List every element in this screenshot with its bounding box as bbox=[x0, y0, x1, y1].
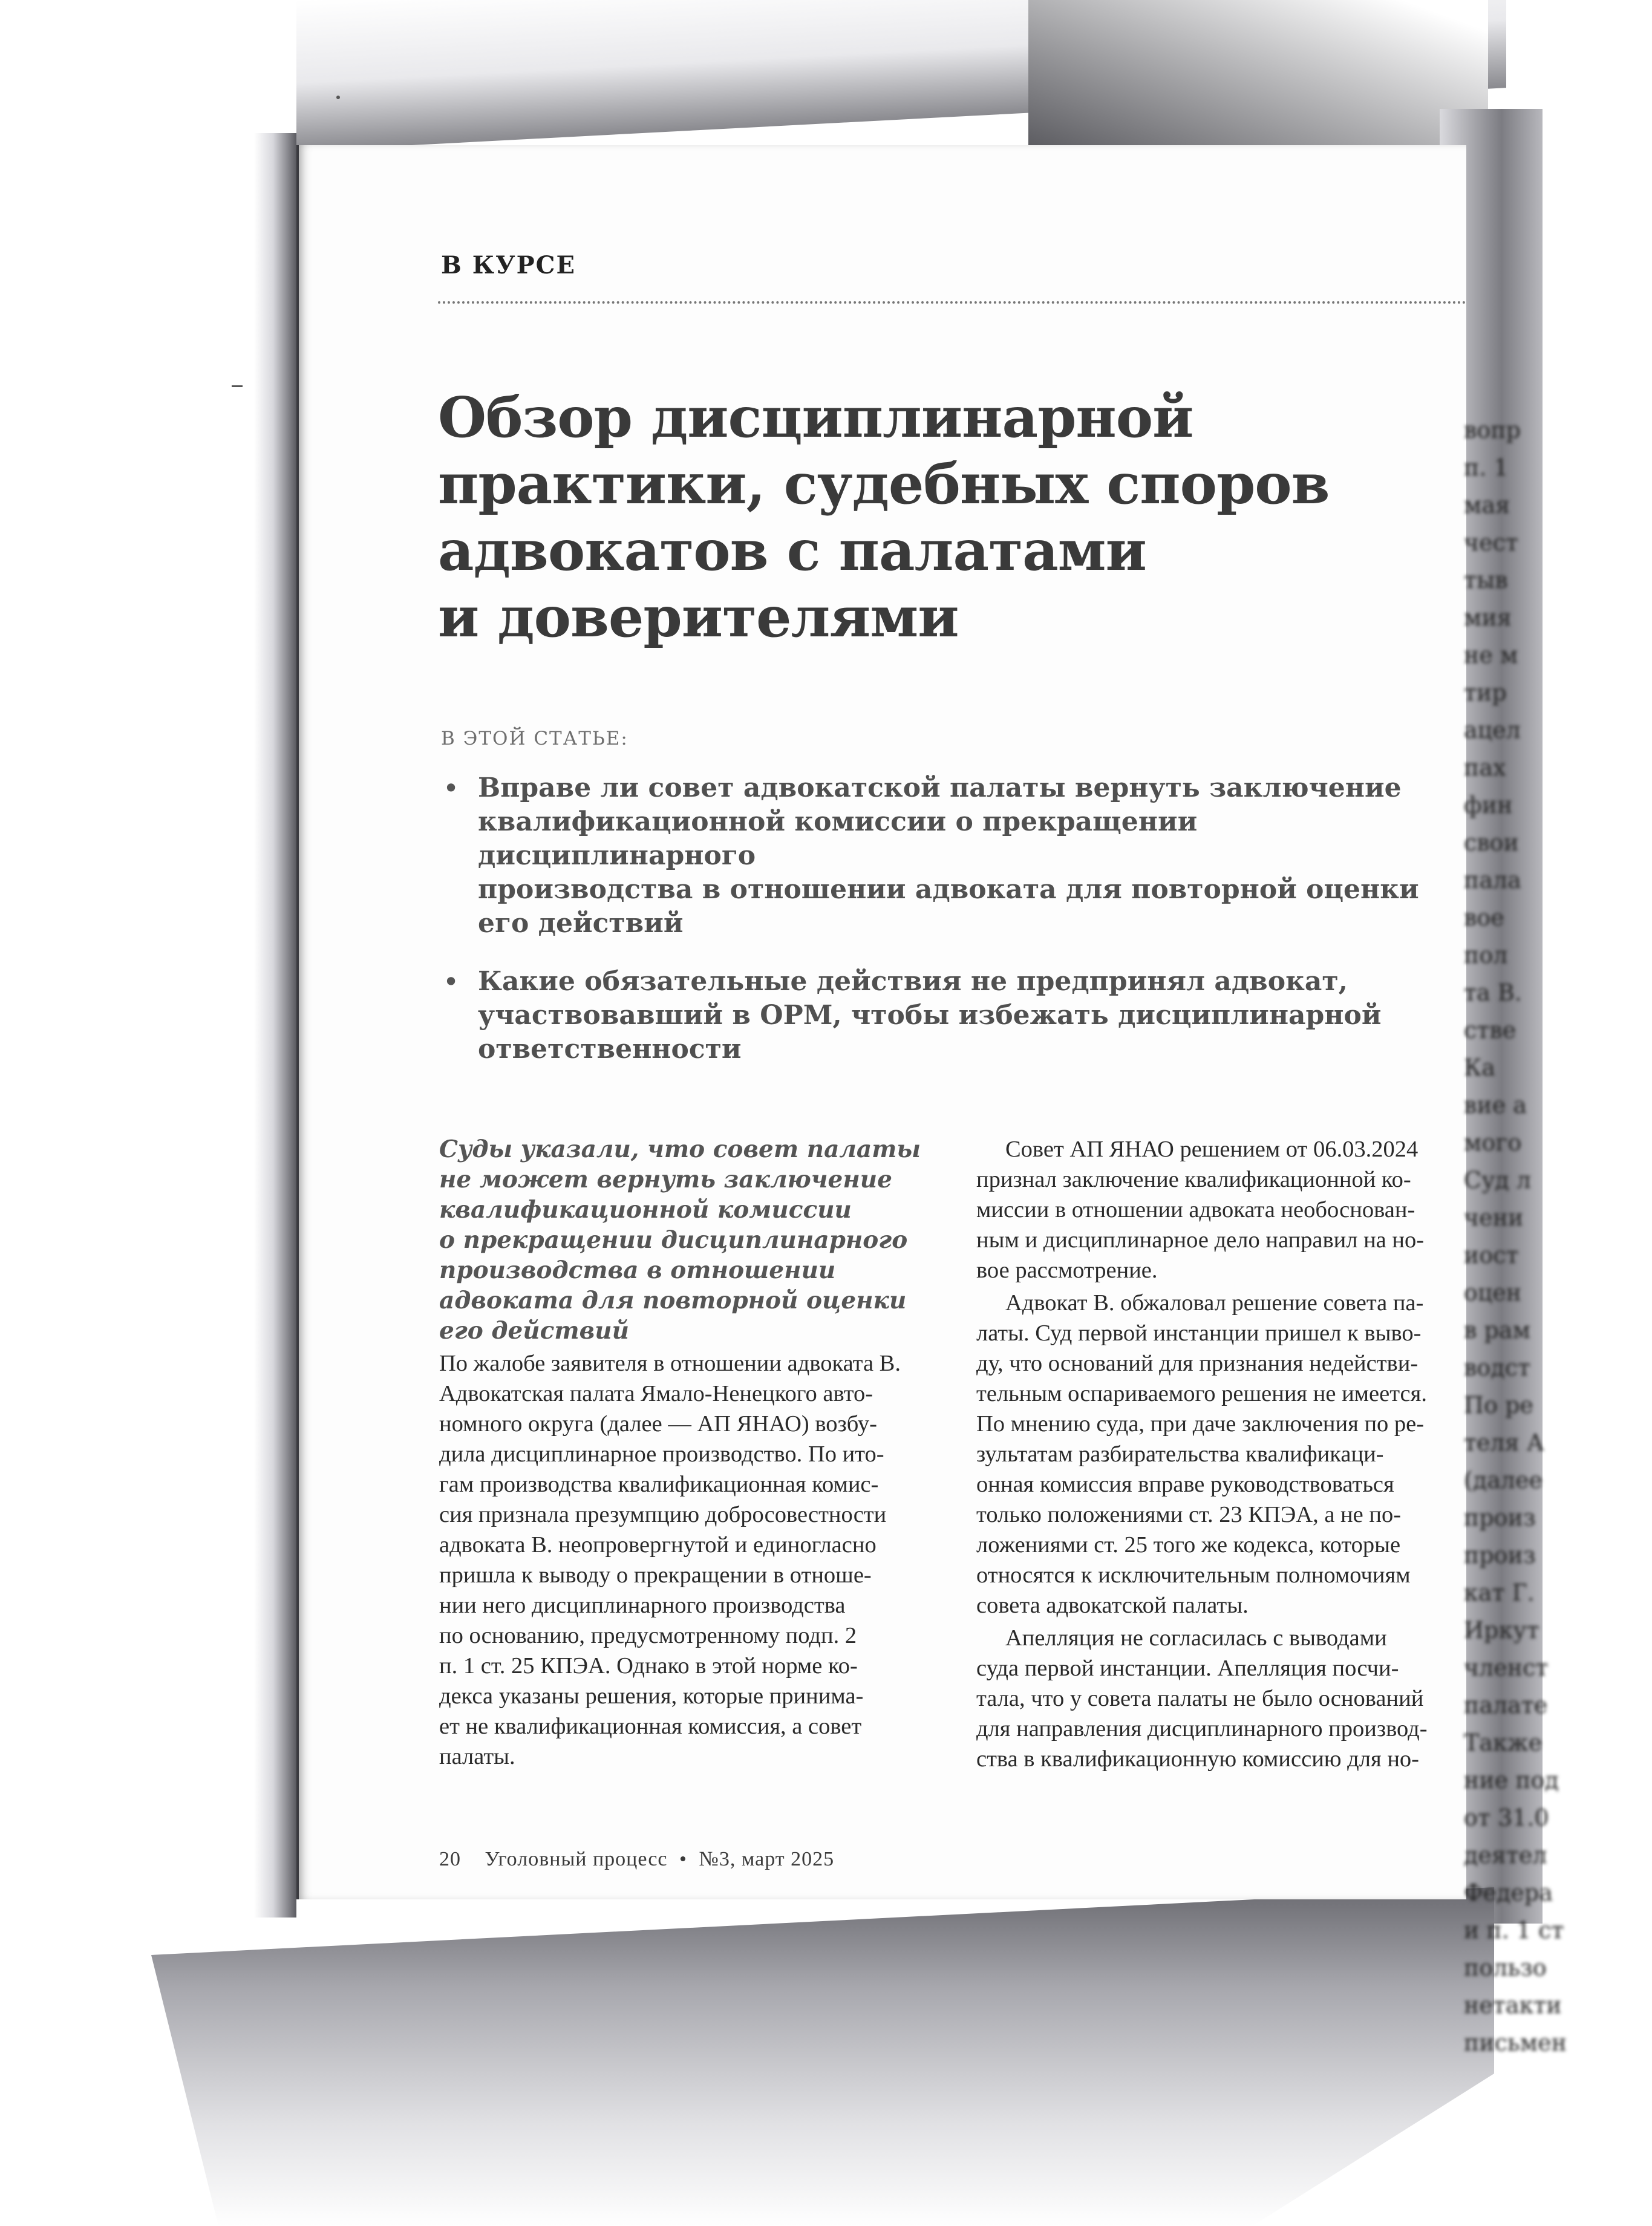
text-line: п. 1 ст. 25 КПЭА. Однако в этой норме ко- bbox=[439, 1653, 858, 1679]
adjacent-page-line: иост bbox=[1464, 1242, 1519, 1268]
subheading-line: квалификационной комиссии bbox=[439, 1196, 852, 1224]
subheading-line: Суды указали, что совет палаты bbox=[439, 1135, 921, 1163]
adjacent-page-line: теля А bbox=[1464, 1429, 1544, 1456]
adjacent-page-line: Федера bbox=[1464, 1879, 1553, 1906]
text-line: дила дисциплинарное производство. По ито- bbox=[439, 1441, 884, 1467]
section-subheading bbox=[439, 1134, 923, 1346]
title-line: и доверителями bbox=[438, 584, 959, 650]
highlight-item bbox=[438, 965, 1454, 1066]
adjacent-page-line: тыв bbox=[1464, 567, 1508, 593]
body-paragraph bbox=[439, 1348, 923, 1772]
adjacent-page-line: произ bbox=[1464, 1542, 1536, 1568]
adjacent-page-line: Суд л bbox=[1464, 1167, 1532, 1193]
subheading-line: его действий bbox=[439, 1317, 629, 1345]
body-paragraph bbox=[976, 1288, 1460, 1621]
text-line: гам производства квалификационная комис- bbox=[439, 1472, 879, 1497]
text-line: ства в квалификационную комиссию для но- bbox=[976, 1746, 1419, 1772]
text-line: номного округа (далее — АП ЯНАО) возбу- bbox=[439, 1411, 877, 1437]
bullet-marker: • bbox=[443, 965, 460, 998]
text-line: Совет АП ЯНАО решением от 06.03.2024 bbox=[1005, 1137, 1419, 1162]
adjacent-page-line: чени bbox=[1464, 1204, 1524, 1231]
highlight-text bbox=[478, 965, 1454, 1066]
adjacent-page-line: вое bbox=[1464, 904, 1504, 931]
adjacent-page-line: пол bbox=[1464, 942, 1508, 968]
adjacent-page-line: (далее bbox=[1464, 1467, 1543, 1493]
adjacent-page-line: свои bbox=[1464, 829, 1519, 856]
adjacent-page-line: п. 1 bbox=[1464, 454, 1509, 481]
text-line: только положениями ст. 23 КПЭА, а не по- bbox=[976, 1502, 1402, 1527]
subheading-line: производства в отношении bbox=[439, 1256, 836, 1284]
adjacent-page-line: нетакти bbox=[1464, 1992, 1562, 2019]
text-line: тала, что у совета палаты не было оснований bbox=[976, 1686, 1424, 1711]
text-line: Адвокат В. обжаловал решение совета па- bbox=[1005, 1290, 1424, 1316]
adjacent-page-line: членст bbox=[1464, 1654, 1549, 1681]
highlight-text bbox=[478, 771, 1454, 941]
journal-name: Уголовный процесс bbox=[485, 1848, 668, 1870]
text-line: ложениями ст. 25 того же кодекса, которые bbox=[976, 1532, 1401, 1558]
adjacent-page-line: пах bbox=[1464, 754, 1506, 781]
article-highlights bbox=[438, 771, 1454, 1091]
text-line: ным и дисциплинарное дело направил на но- bbox=[976, 1227, 1425, 1253]
adjacent-page-line: палате bbox=[1464, 1692, 1548, 1718]
highlight-line: Какие обязательные действия не предпринял адвокат, bbox=[478, 966, 1348, 997]
highlight-line: ответственности bbox=[478, 1034, 742, 1065]
scan-shadow-top-right bbox=[1028, 0, 1488, 145]
adjacent-page-line: чест bbox=[1464, 529, 1518, 556]
adjacent-page-line: в рам bbox=[1464, 1317, 1531, 1343]
text-line: суда первой инстанции. Апелляция посчи- bbox=[976, 1656, 1399, 1681]
issue-info: №3, март 2025 bbox=[699, 1848, 835, 1870]
text-line: По мнению суда, при даче заключения по ре- bbox=[976, 1411, 1425, 1437]
text-line: Апелляция не согласилась с выводами bbox=[1005, 1625, 1387, 1651]
text-line: ду, что оснований для признания недействи- bbox=[976, 1351, 1419, 1376]
text-line: зультатам разбирательства квалификаци- bbox=[976, 1441, 1384, 1467]
adjacent-page-line: вопр bbox=[1464, 417, 1521, 443]
adjacent-page-line: пала bbox=[1464, 867, 1521, 893]
scan-shadow-bottom bbox=[151, 1887, 1494, 2226]
adjacent-page-line: мая bbox=[1464, 492, 1510, 518]
page-number: 20 bbox=[439, 1848, 461, 1870]
text-line: нии него дисциплинарного производства bbox=[439, 1593, 846, 1618]
highlight-item bbox=[438, 771, 1454, 941]
text-line: ет не квалификационная комиссия, а совет bbox=[439, 1714, 862, 1739]
adjacent-page-line: пользо bbox=[1464, 1954, 1547, 1981]
body-paragraph bbox=[976, 1623, 1460, 1774]
text-line: декса указаны решения, которые принима- bbox=[439, 1683, 864, 1709]
subheading-line: о прекращении дисциплинарного bbox=[439, 1226, 908, 1254]
subheading-line: адвоката для повторной оценки bbox=[439, 1287, 907, 1314]
highlight-line: Вправе ли совет адвокатской палаты вернуть заключение bbox=[478, 772, 1402, 803]
text-line: для направления дисциплинарного производ- bbox=[976, 1716, 1428, 1741]
text-line: По жалобе заявителя в отношении адвоката В. bbox=[439, 1351, 901, 1376]
text-line: совета адвокатской палаты. bbox=[976, 1593, 1249, 1618]
adjacent-page-line: Также bbox=[1464, 1729, 1543, 1756]
adjacent-page-line: стве bbox=[1464, 1017, 1517, 1043]
adjacent-page-line: кат Г. bbox=[1464, 1579, 1535, 1606]
left-column bbox=[439, 1134, 923, 1772]
text-line: палаты. bbox=[439, 1744, 515, 1769]
adjacent-page-fragment bbox=[1464, 411, 1567, 2056]
adjacent-page-line: Иркут bbox=[1464, 1617, 1539, 1643]
dust-speck bbox=[336, 96, 340, 99]
highlight-line: его действий bbox=[478, 908, 684, 939]
text-line: адвоката В. неопровергнутой и единогласно bbox=[439, 1532, 877, 1558]
text-line: признал заключение квалификационной ко- bbox=[976, 1167, 1411, 1192]
adjacent-page-line: не м bbox=[1464, 642, 1518, 668]
adjacent-page-line: По ре bbox=[1464, 1392, 1533, 1418]
bullet-marker: • bbox=[443, 772, 460, 805]
text-line: онная комиссия вправе руководствоваться bbox=[976, 1472, 1394, 1497]
highlight-line: квалификационной комиссии о прекращении дисциплинарного bbox=[478, 806, 1198, 871]
footer-separator: • bbox=[679, 1848, 687, 1870]
text-line: по основанию, предусмотренному подп. 2 bbox=[439, 1623, 857, 1648]
adjacent-page-line: деятел bbox=[1464, 1842, 1547, 1869]
highlight-line: производства в отношении адвоката для повторной оценки bbox=[478, 874, 1419, 905]
adjacent-page-line: Ка bbox=[1464, 1054, 1496, 1081]
adjacent-page-line: водст bbox=[1464, 1354, 1530, 1381]
title-line: адвокатов с палатами bbox=[438, 518, 1146, 583]
text-line: тельным оспариваемого решения не имеется. bbox=[976, 1381, 1427, 1406]
adjacent-page-line: письмен bbox=[1464, 2029, 1567, 2056]
in-article-label: В ЭТОЙ СТАТЬЕ: bbox=[441, 728, 628, 749]
magazine-page bbox=[296, 145, 1466, 1899]
title-line: практики, судебных споров bbox=[438, 451, 1330, 517]
adjacent-page-line: та В. bbox=[1464, 979, 1522, 1006]
scan-shadow-left bbox=[254, 133, 296, 1918]
text-line: вое рассмотрение. bbox=[976, 1258, 1158, 1283]
text-line: сия признала презумпцию добросовестности bbox=[439, 1502, 887, 1527]
adjacent-page-line: вие а bbox=[1464, 1092, 1527, 1118]
adjacent-page-line: ние под bbox=[1464, 1767, 1559, 1794]
adjacent-page-line: мия bbox=[1464, 604, 1512, 631]
title-line: Обзор дисциплинарной bbox=[438, 385, 1193, 450]
text-line: относятся к исключительным полномочиям bbox=[976, 1562, 1411, 1588]
adjacent-page-line: произ bbox=[1464, 1504, 1536, 1531]
adjacent-page-line: оцен bbox=[1464, 1279, 1522, 1306]
highlight-line: участвовавший в ОРМ, чтобы избежать дисциплинарной bbox=[478, 1000, 1382, 1031]
text-line: миссии в отношении адвоката необоснован- bbox=[976, 1197, 1415, 1222]
dust-speck bbox=[232, 385, 243, 387]
adjacent-page-line: тир bbox=[1464, 679, 1507, 706]
adjacent-page-line: ацел bbox=[1464, 717, 1521, 743]
text-line: латы. Суд первой инстанции пришел к выво- bbox=[976, 1320, 1422, 1346]
subheading-line: не может вернуть заключение bbox=[439, 1166, 892, 1193]
adjacent-page-line: мого bbox=[1464, 1129, 1522, 1156]
adjacent-page-line: от 31.0 bbox=[1464, 1804, 1549, 1831]
section-header: В КУРСЕ bbox=[441, 251, 576, 279]
page-footer bbox=[439, 1848, 834, 1871]
text-line: пришла к выводу о прекращении в отноше- bbox=[439, 1562, 872, 1588]
text-line: Адвокатская палата Ямало-Ненецкого авто- bbox=[439, 1381, 873, 1406]
dotted-divider bbox=[438, 301, 1466, 304]
article-title bbox=[438, 384, 1436, 650]
adjacent-page-line: и п. 1 ст bbox=[1464, 1917, 1564, 1944]
body-paragraph bbox=[976, 1134, 1460, 1285]
right-column bbox=[976, 1134, 1460, 1774]
adjacent-page-line: фин bbox=[1464, 792, 1513, 818]
